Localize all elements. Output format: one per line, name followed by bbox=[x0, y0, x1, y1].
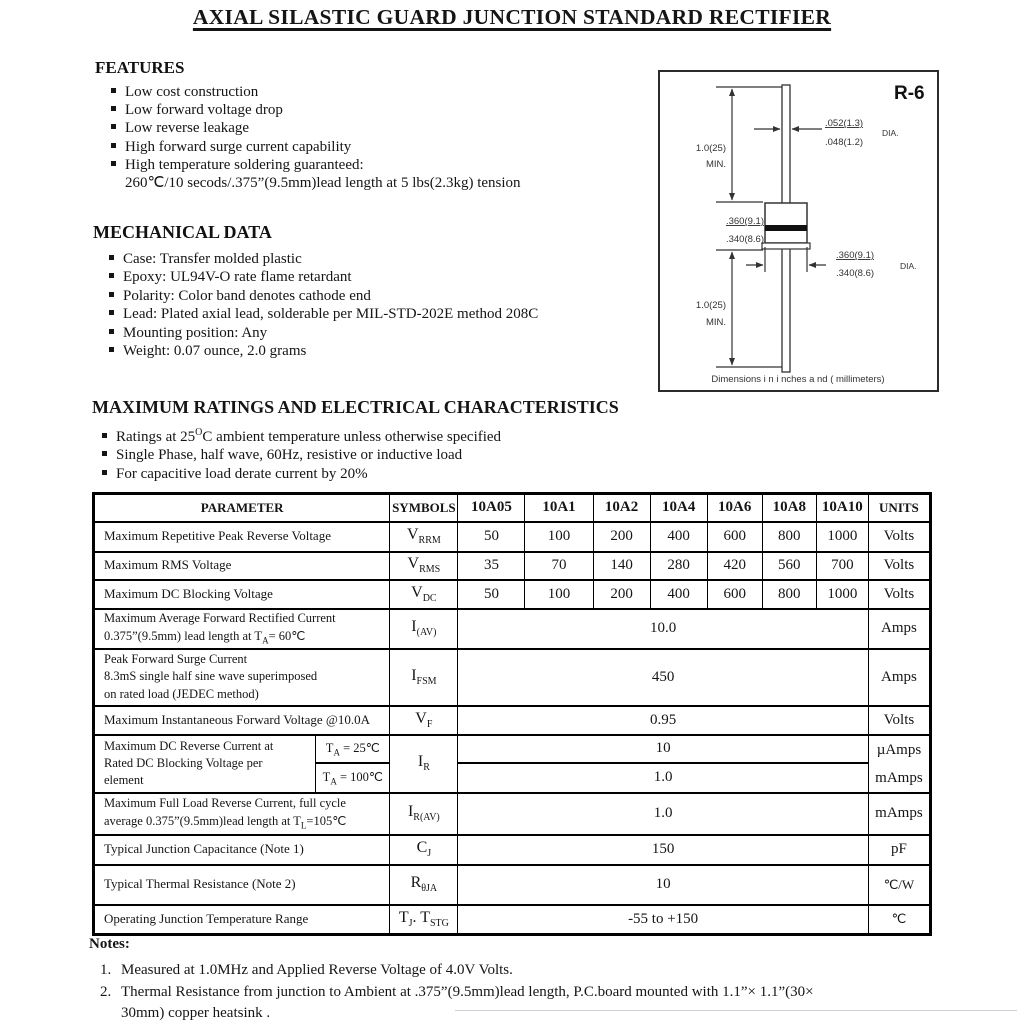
dim-label: DIA. bbox=[900, 261, 917, 271]
diagram-caption: Dimensions i n i nches a nd ( millimeters) bbox=[711, 374, 885, 385]
value-cell: 10.0 bbox=[458, 609, 868, 649]
value-cell: 700 bbox=[816, 552, 868, 580]
list-item: High forward surge current capability bbox=[95, 138, 521, 156]
value-cell: 140 bbox=[593, 552, 650, 580]
r6-outline-drawing bbox=[660, 72, 937, 390]
list-item: Single Phase, half wave, 60Hz, resistive or inductive load bbox=[92, 446, 501, 464]
table-row bbox=[94, 609, 931, 649]
bullet-icon bbox=[111, 143, 116, 148]
column-header: 10A1 bbox=[525, 494, 593, 522]
bullet-icon bbox=[109, 292, 114, 297]
units-cell: mAmps bbox=[868, 793, 930, 835]
dim-label: .360(9.1) bbox=[725, 216, 764, 227]
list-item: Low reverse leakage bbox=[95, 119, 521, 137]
mechanical-data-section bbox=[93, 222, 538, 360]
value-cell: 1000 bbox=[816, 522, 868, 552]
table-row bbox=[94, 580, 931, 609]
bullet-icon bbox=[109, 273, 114, 278]
dim-label: .340(8.6) bbox=[836, 268, 875, 279]
bullet-icon bbox=[109, 347, 114, 352]
dim-label: .048(1.2) bbox=[825, 137, 864, 148]
dim-label: 1.0(25) bbox=[695, 143, 726, 154]
value-cell: 420 bbox=[707, 552, 762, 580]
column-header: 10A8 bbox=[762, 494, 816, 522]
units-cell: Amps bbox=[868, 609, 930, 649]
units-cell: µAmps mAmps bbox=[868, 735, 930, 793]
ratings-heading: MAXIMUM RATINGS AND ELECTRICAL CHARACTERISTICS bbox=[92, 397, 619, 417]
mechanical-list bbox=[93, 250, 538, 360]
features-section bbox=[95, 58, 521, 192]
value-cell: 400 bbox=[650, 580, 707, 609]
dim-label: DIA. bbox=[882, 128, 899, 138]
units-cell: Amps bbox=[868, 649, 930, 706]
dim-label: .360(9.1) bbox=[836, 250, 875, 261]
table-row bbox=[94, 522, 931, 552]
column-header: 10A4 bbox=[650, 494, 707, 522]
value-cell: 150 bbox=[458, 835, 868, 865]
column-header: 10A05 bbox=[458, 494, 525, 522]
param-cell: Typical Junction Capacitance (Note 1) bbox=[94, 835, 390, 865]
param-cell: Maximum Instantaneous Forward Voltage @10.0A bbox=[94, 706, 390, 735]
ratings-bullets bbox=[92, 424, 501, 483]
units-cell: Volts bbox=[868, 552, 930, 580]
list-item: Case: Transfer molded plastic bbox=[93, 250, 538, 268]
column-header: SYMBOLS bbox=[390, 494, 458, 522]
value-cell: 1000 bbox=[816, 580, 868, 609]
bullet-icon bbox=[111, 161, 116, 166]
list-item: Ratings at $25^OC$ ambient temperature unless otherwise specified bbox=[92, 424, 501, 446]
table-header-row bbox=[94, 494, 931, 522]
symbol-cell: $T_J$. $T_{STG}$ bbox=[390, 905, 458, 935]
param-cell: Maximum DC Reverse Current at Rated DC Blocking Voltage per element bbox=[94, 735, 316, 793]
value-cell: 100 bbox=[525, 580, 593, 609]
value-cell: 200 bbox=[593, 522, 650, 552]
list-item: Epoxy: UL94V-O rate flame retardant bbox=[93, 268, 538, 286]
column-header: 10A10 bbox=[816, 494, 868, 522]
dim-label: 1.0(25) bbox=[695, 300, 726, 311]
condition-cell: $T_A$ = 100℃ bbox=[316, 763, 390, 793]
symbol-cell: $R_{\theta JA}$ bbox=[390, 865, 458, 905]
units-cell: ℃ bbox=[868, 905, 930, 935]
features-list bbox=[95, 83, 521, 174]
cathode-band bbox=[765, 225, 807, 231]
ratings-table bbox=[92, 492, 932, 936]
scan-artifact-line bbox=[455, 1010, 1017, 1011]
value-cell: 1.0 bbox=[458, 763, 868, 793]
bullet-icon bbox=[111, 124, 116, 129]
features-heading: FEATURES bbox=[95, 58, 185, 77]
dim-label: MIN. bbox=[705, 317, 726, 328]
value-cell: 50 bbox=[458, 580, 525, 609]
table-row bbox=[94, 735, 931, 763]
column-header: PARAMETER bbox=[94, 494, 390, 522]
units-cell: Volts bbox=[868, 706, 930, 735]
param-cell: Typical Thermal Resistance (Note 2) bbox=[94, 865, 390, 905]
bullet-icon bbox=[109, 329, 114, 334]
table-row bbox=[94, 793, 931, 835]
param-cell: Maximum Repetitive Peak Reverse Voltage bbox=[94, 522, 390, 552]
table-row bbox=[94, 835, 931, 865]
bullet-icon bbox=[102, 470, 107, 475]
mechanical-heading: MECHANICAL DATA bbox=[93, 222, 272, 242]
column-header: 10A2 bbox=[593, 494, 650, 522]
value-cell: 50 bbox=[458, 522, 525, 552]
column-header: UNITS bbox=[868, 494, 930, 522]
value-cell: 400 bbox=[650, 522, 707, 552]
value-cell: 200 bbox=[593, 580, 650, 609]
value-cell: 560 bbox=[762, 552, 816, 580]
value-cell: 10 bbox=[458, 865, 868, 905]
dim-label: .052(1.3) bbox=[825, 118, 864, 129]
value-cell: 800 bbox=[762, 522, 816, 552]
value-cell: 280 bbox=[650, 552, 707, 580]
bullet-icon bbox=[111, 106, 116, 111]
feature-continuation: 260℃/10 secods/.375”(9.5mm)lead length at 5 lbs(2.3kg) tension bbox=[125, 175, 521, 192]
units-cell: pF bbox=[868, 835, 930, 865]
symbol-cell: $V_{RRM}$ bbox=[390, 522, 458, 552]
param-cell: Operating Junction Temperature Range bbox=[94, 905, 390, 935]
value-cell: 10 bbox=[458, 735, 868, 763]
list-item: Mounting position: Any bbox=[93, 324, 538, 342]
table-row bbox=[94, 905, 931, 935]
units-cell: Volts bbox=[868, 580, 930, 609]
symbol-cell: $V_F$ bbox=[390, 706, 458, 735]
table-row bbox=[94, 552, 931, 580]
symbol-cell: $V_{DC}$ bbox=[390, 580, 458, 609]
diode-body bbox=[765, 203, 807, 243]
value-cell: 800 bbox=[762, 580, 816, 609]
symbol-cell: $I_{FSM}$ bbox=[390, 649, 458, 706]
condition-cell: $T_A$ = 25℃ bbox=[316, 735, 390, 763]
param-cell: Maximum RMS Voltage bbox=[94, 552, 390, 580]
symbol-cell: $I_{R(AV)}$ bbox=[390, 793, 458, 835]
diode-body-flange bbox=[762, 243, 810, 249]
dim-label: .340(8.6) bbox=[725, 234, 764, 245]
table-row bbox=[94, 865, 931, 905]
list-item: High temperature soldering guaranteed: bbox=[95, 156, 521, 174]
value-cell: 600 bbox=[707, 522, 762, 552]
package-name: R-6 bbox=[894, 83, 925, 104]
param-cell: Maximum Full Load Reverse Current, full cycle average 0.375”(9.5mm)lead length at $T_L=105℃$ bbox=[94, 793, 390, 835]
bullet-icon bbox=[102, 433, 107, 438]
param-cell: Maximum DC Blocking Voltage bbox=[94, 580, 390, 609]
symbol-cell: $C_J$ bbox=[390, 835, 458, 865]
list-item: Polarity: Color band denotes cathode end bbox=[93, 287, 538, 305]
param-cell: Peak Forward Surge Current 8.3mS single half sine wave superimposed on rated load (JEDEC method) bbox=[94, 649, 390, 706]
bullet-icon bbox=[111, 88, 116, 93]
note-number: 1. bbox=[100, 962, 112, 978]
units-cell: Volts bbox=[868, 522, 930, 552]
units-cell: ℃/W bbox=[868, 865, 930, 905]
value-cell: 70 bbox=[525, 552, 593, 580]
list-item: Lead: Plated axial lead, solderable per MIL-STD-202E method 208C bbox=[93, 305, 538, 323]
symbol-cell: $V_{RMS}$ bbox=[390, 552, 458, 580]
package-outline-diagram bbox=[658, 70, 939, 392]
value-cell: 450 bbox=[458, 649, 868, 706]
note-number: 2. bbox=[100, 984, 112, 1000]
table-row bbox=[94, 706, 931, 735]
table-row bbox=[94, 649, 931, 706]
column-header: 10A6 bbox=[707, 494, 762, 522]
page-title: AXIAL SILASTIC GUARD JUNCTION STANDARD RECTIFIER bbox=[192, 5, 832, 29]
bullet-icon bbox=[109, 310, 114, 315]
symbol-cell: $I_R$ bbox=[390, 735, 458, 793]
value-cell: 100 bbox=[525, 522, 593, 552]
bullet-icon bbox=[109, 255, 114, 260]
symbol-cell: $I_{(AV)}$ bbox=[390, 609, 458, 649]
param-cell: Maximum Average Forward Rectified Current 0.375”(9.5mm) lead length at $T_A=$ 60℃ bbox=[94, 609, 390, 649]
bullet-icon bbox=[102, 451, 107, 456]
list-item: For capacitive load derate current by 20% bbox=[92, 465, 501, 483]
list-item: Low forward voltage drop bbox=[95, 101, 521, 119]
dim-label: MIN. bbox=[705, 159, 726, 170]
list-item: Low cost construction bbox=[95, 83, 521, 101]
note-item: 1. Measured at 1.0MHz and Applied Reverse Voltage of 4.0V Volts. bbox=[89, 960, 969, 981]
value-cell: 1.0 bbox=[458, 793, 868, 835]
notes-heading: Notes: bbox=[89, 936, 130, 952]
note-item: 2. Thermal Resistance from junction to Ambient at .375”(9.5mm)lead length, P.C.board mounted with 1.1”× 1.1”(30× 30mm) copper heatsink . bbox=[89, 982, 969, 1024]
value-cell: -55 to +150 bbox=[458, 905, 868, 935]
value-cell: 600 bbox=[707, 580, 762, 609]
value-cell: 0.95 bbox=[458, 706, 868, 735]
value-cell: 35 bbox=[458, 552, 525, 580]
list-item: Weight: 0.07 ounce, 2.0 grams bbox=[93, 342, 538, 360]
